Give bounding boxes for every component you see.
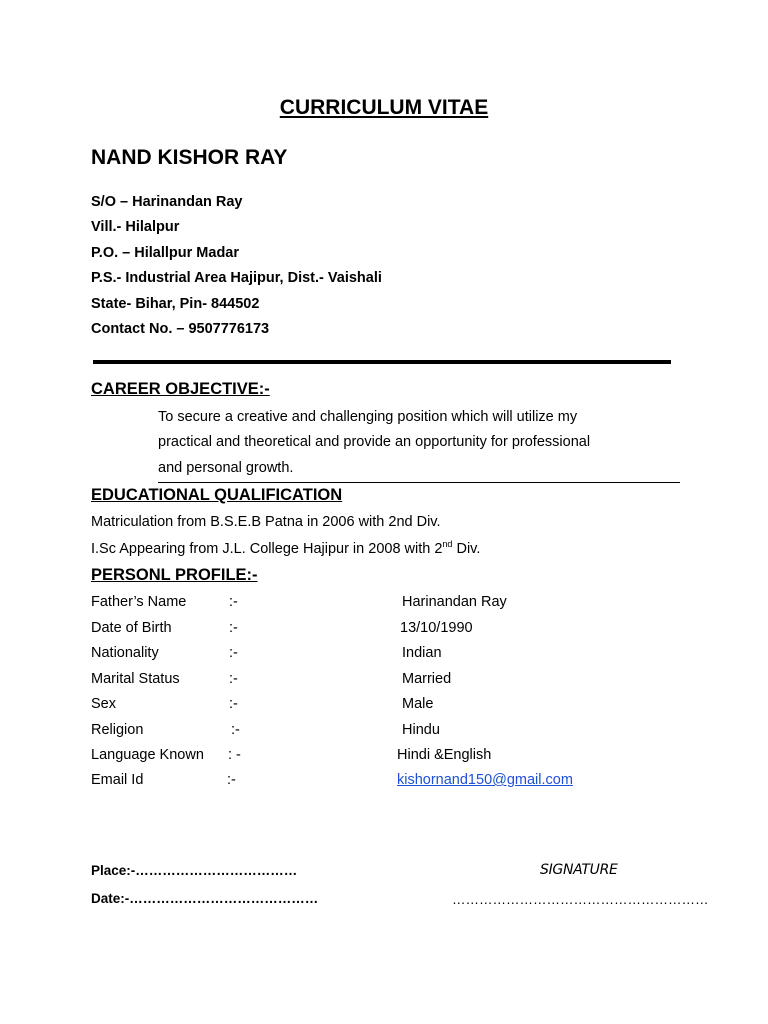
- profile-separator: :-: [227, 772, 236, 788]
- ordinal-suffix: nd: [442, 539, 453, 549]
- signature-line: …………………………………………………: [452, 892, 709, 907]
- profile-separator: :-: [229, 696, 238, 712]
- divider-rule-thin: [158, 482, 680, 483]
- address-line: P.O. – Hilallpur Madar: [91, 245, 240, 261]
- profile-value: Married: [402, 671, 452, 687]
- profile-label: Nationality: [91, 645, 159, 661]
- profile-value: Indian: [402, 645, 442, 661]
- profile-value: Male: [402, 696, 434, 712]
- signature-label: SIGNATURE: [540, 862, 618, 878]
- address-line: State- Bihar, Pin- 844502: [91, 296, 260, 312]
- profile-separator: :-: [229, 645, 238, 661]
- profile-separator: :-: [229, 594, 238, 610]
- career-objective-line: and personal growth.: [158, 460, 294, 476]
- email-link[interactable]: kishornand150@gmail.com: [397, 772, 573, 788]
- profile-label: Father’s Name: [91, 594, 187, 610]
- profile-label: Language Known: [91, 747, 204, 763]
- career-objective-line: To secure a creative and challenging position which will utilize my: [158, 409, 578, 425]
- place-field: Place:-………………………………: [91, 863, 298, 878]
- profile-label: Email Id: [91, 772, 144, 788]
- contact-number: Contact No. – 9507776173: [91, 321, 270, 337]
- education-line: [91, 539, 480, 557]
- document-title: CURRICULUM VITAE: [279, 96, 489, 119]
- address-line: P.S.- Industrial Area Hajipur, Dist.- Vaishali: [91, 270, 382, 286]
- date-field: Date:-……………………………………: [91, 891, 319, 906]
- education-line-tail: Div.: [452, 540, 481, 557]
- personal-profile-heading: PERSONL PROFILE:-: [91, 566, 258, 584]
- profile-value: Hindi &English: [397, 747, 492, 763]
- candidate-name: NAND KISHOR RAY: [91, 146, 288, 169]
- career-objective-line: practical and theoretical and provide an opportunity for professional: [158, 434, 591, 450]
- profile-label: Date of Birth: [91, 620, 172, 636]
- profile-separator: :-: [229, 671, 238, 687]
- profile-value: 13/10/1990: [400, 620, 473, 636]
- education-line-text: I.Sc Appearing from J.L. College Hajipur in 2008 with 2: [91, 540, 443, 557]
- profile-separator: :-: [229, 620, 238, 636]
- profile-value: Hindu: [402, 722, 440, 738]
- profile-separator: :-: [231, 722, 240, 738]
- profile-value: Harinandan Ray: [402, 594, 507, 610]
- profile-separator: : -: [228, 747, 241, 763]
- address-line: Vill.- Hilalpur: [91, 219, 180, 235]
- profile-label: Religion: [91, 722, 144, 738]
- profile-label: Sex: [91, 696, 116, 712]
- education-line: Matriculation from B.S.E.B Patna in 2006 with 2nd Div.: [91, 514, 441, 530]
- career-objective-heading: CAREER OBJECTIVE:-: [91, 380, 270, 398]
- address-line: S/O – Harinandan Ray: [91, 194, 243, 210]
- divider-rule: [93, 360, 671, 364]
- profile-label: Marital Status: [91, 671, 180, 687]
- education-heading: EDUCATIONAL QUALIFICATION: [91, 486, 343, 504]
